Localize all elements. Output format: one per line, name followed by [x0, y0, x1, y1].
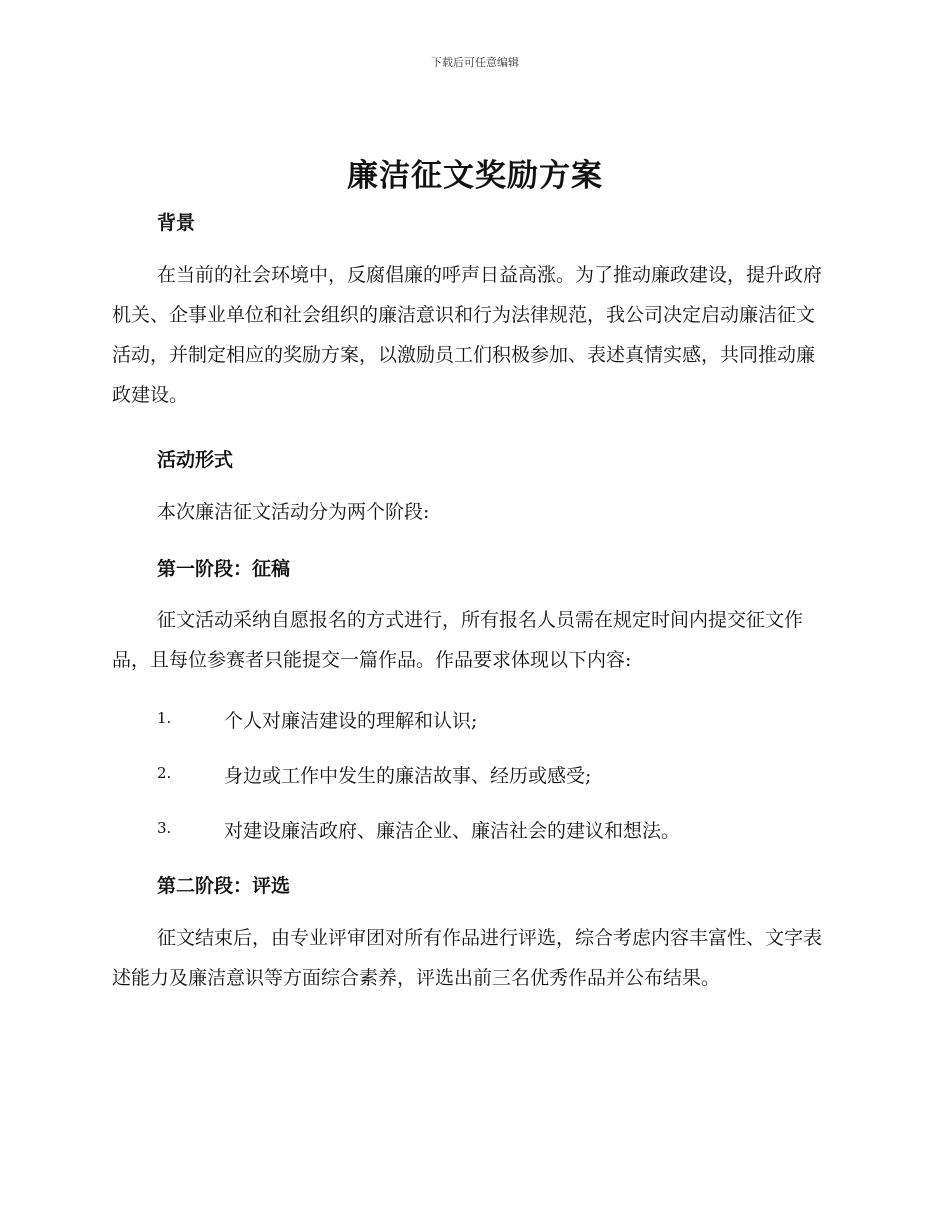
- list-item-number: 2.: [157, 764, 172, 782]
- section-heading-stage2: 第二阶段：评选: [157, 875, 291, 897]
- section-heading-stage1: 第一阶段：征稿: [157, 558, 291, 580]
- list-item-text: 身边或工作中发生的廉洁故事、经历或感受;: [224, 765, 592, 787]
- document-title: 廉洁征文奖励方案: [347, 158, 603, 194]
- list-item-number: 1.: [157, 709, 172, 727]
- list-item-number: 3.: [157, 819, 172, 837]
- stage2-paragraph: 征文结束后，由专业评审团对所有作品进行评选，综合考虑内容丰富性、文字表述能力及廉洁意识等方面综合素养，评选出前三名优秀作品并公布结果。: [112, 927, 823, 989]
- format-intro-paragraph: 本次廉洁征文活动分为两个阶段:: [157, 501, 430, 523]
- stage1-paragraph: 征文活动采纳自愿报名的方式进行，所有报名人员需在规定时间内提交征文作品，且每位参赛者只能提交一篇作品。作品要求体现以下内容:: [112, 609, 804, 671]
- list-item-text: 对建设廉洁政府、廉洁企业、廉洁社会的建议和想法。: [224, 820, 681, 842]
- list-item-text: 个人对廉洁建设的理解和认识;: [224, 710, 478, 732]
- section-heading-format: 活动形式: [157, 449, 234, 471]
- background-paragraph: 在当前的社会环境中，反腐倡廉的呼声日益高涨。为了推动廉政建设，提升政府机关、企事业单位和社会组织的廉洁意识和行为法律规范，我公司决定启动廉洁征文活动，并制定相应的奖励方案，以激励员工们积极参加、表述真情实感，共同推动廉政建设。: [112, 264, 823, 406]
- page-header: 下载后可任意编辑: [431, 56, 519, 69]
- section-heading-background: 背景: [157, 212, 196, 234]
